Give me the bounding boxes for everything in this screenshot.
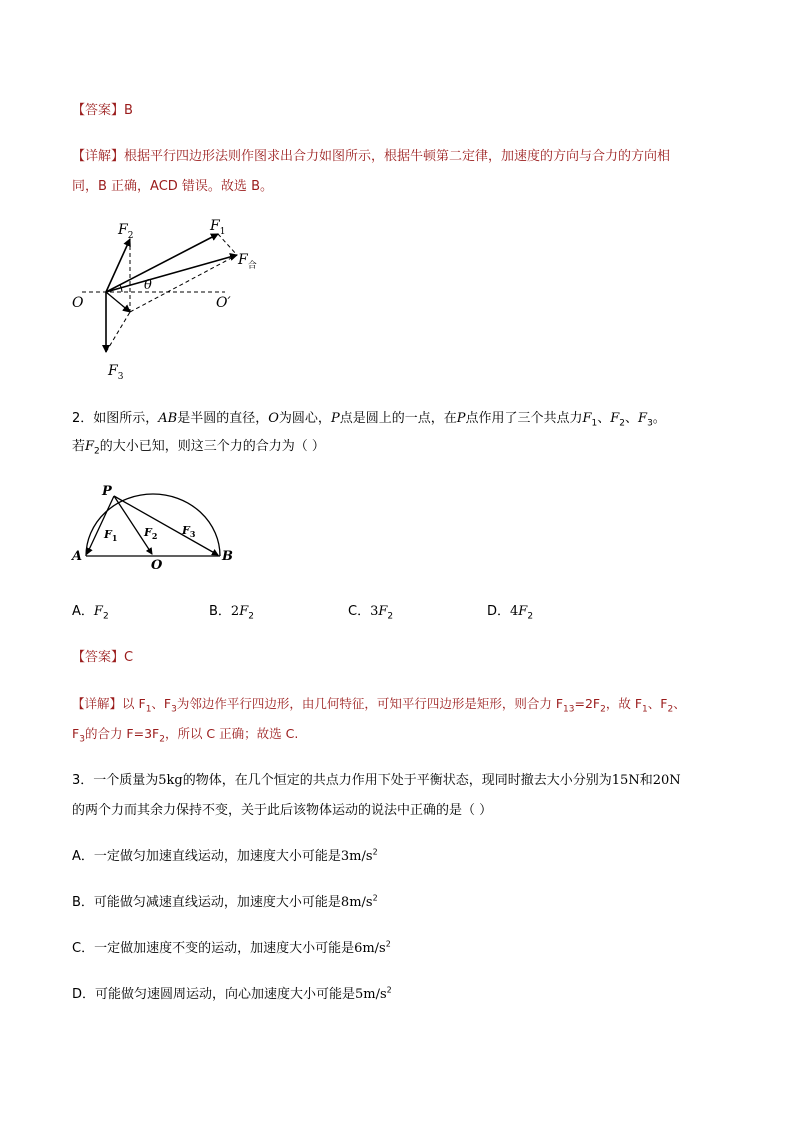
- label-f-resultant: $F_合$: [238, 252, 257, 271]
- q2-question-line2: 若$F_2$的大小已知，则这三个力的合力为（ ）: [72, 439, 325, 457]
- f-resultant-arrow: [106, 255, 237, 292]
- label-f1: $F_1$: [104, 528, 118, 543]
- q2-answer-line: [72, 649, 133, 667]
- q2-question-line1: 2．如图所示，AB是半圆的直径，O为圆心，P点是圆上的一点，在P点作用了三个共点力$F_1$、$F_2$、$F_3$。: [72, 411, 666, 429]
- q2-option-a[interactable]: A．$F_2$: [72, 604, 109, 622]
- q2-semicircle-diagram: [62, 482, 242, 572]
- label-o: O: [72, 295, 84, 311]
- q1-force-diagram: [60, 212, 290, 387]
- f2-arrow: [114, 496, 152, 554]
- label-o-prime: O′: [216, 295, 231, 311]
- q3-question-line1: 3．一个质量为5kg的物体，在几个恒定的共点力作用下处于平衡状态，现同时撤去大小分别为15N和20N: [72, 773, 681, 788]
- q2-option-c[interactable]: C．$3F_2$: [348, 604, 394, 622]
- answer-tag: 【答案】: [72, 103, 125, 118]
- q1-answer-line: [72, 102, 133, 120]
- f2-arrow: [106, 239, 130, 292]
- dash-f1-end: [218, 234, 237, 255]
- q2-detail-line1: 【详解】以 $F_1$、$F_3$为邻边作平行四边形，由几何特征，可知平行四边形是矩形，则合力 $F_{13}=2F_2$，故 $F_1$、$F_2$、: [72, 696, 686, 715]
- answer-value: B: [124, 103, 133, 118]
- q2-option-b[interactable]: B．$2F_2$: [209, 604, 254, 622]
- q2-option-d[interactable]: D．$4F_2$: [487, 604, 534, 622]
- label-theta: θ: [144, 278, 152, 293]
- detail-text: 根据平行四边形法则作图求出合力如图所示，根据牛顿第二定律，加速度的方向与合力的方向相: [124, 149, 671, 164]
- q3-option-d[interactable]: D．可能做匀速圆周运动，向心加速度大小可能是$5m/s^2$: [72, 985, 392, 1002]
- q3-option-a[interactable]: A．一定做匀加速直线运动，加速度大小可能是$3m/s^2$: [72, 847, 378, 864]
- dash-f3-end: [106, 312, 130, 352]
- label-f3: $F_3$: [108, 363, 124, 382]
- small-arrow: [106, 292, 130, 312]
- label-f2: $F_2$: [118, 222, 134, 241]
- q1-detail-line1: [72, 148, 670, 166]
- answer-value: C: [124, 650, 134, 665]
- f1-arrow: [106, 234, 218, 292]
- f1-arrow: [87, 496, 114, 554]
- label-f3: $F_3$: [182, 524, 196, 539]
- q1-detail-line2: 同，B 正确，ACD 错误。故选 B。: [72, 179, 273, 194]
- label-f1: $F_1$: [210, 218, 226, 237]
- label-b: B: [222, 549, 233, 564]
- label-f2: $F_2$: [144, 526, 158, 541]
- q3-question-line2: 的两个力而其余力保持不变，关于此后该物体运动的说法中正确的是（ ）: [72, 803, 493, 818]
- q2-detail-line2: $F_3$的合力 $F=3F_2$，所以 C 正确；故选 C.: [72, 726, 299, 745]
- q3-option-b[interactable]: B．可能做匀减速直线运动，加速度大小可能是$8m/s^2$: [72, 893, 378, 910]
- f3-arrow: [114, 496, 218, 555]
- label-p: P: [102, 484, 112, 499]
- detail-tag: 【详解】: [72, 149, 125, 164]
- q3-option-c[interactable]: C．一定做加速度不变的运动，加速度大小可能是$6m/s^2$: [72, 939, 391, 956]
- label-o: O: [151, 558, 163, 572]
- semicircle-arc: [86, 494, 220, 556]
- answer-tag: 【答案】: [72, 650, 125, 665]
- label-a: A: [72, 549, 83, 564]
